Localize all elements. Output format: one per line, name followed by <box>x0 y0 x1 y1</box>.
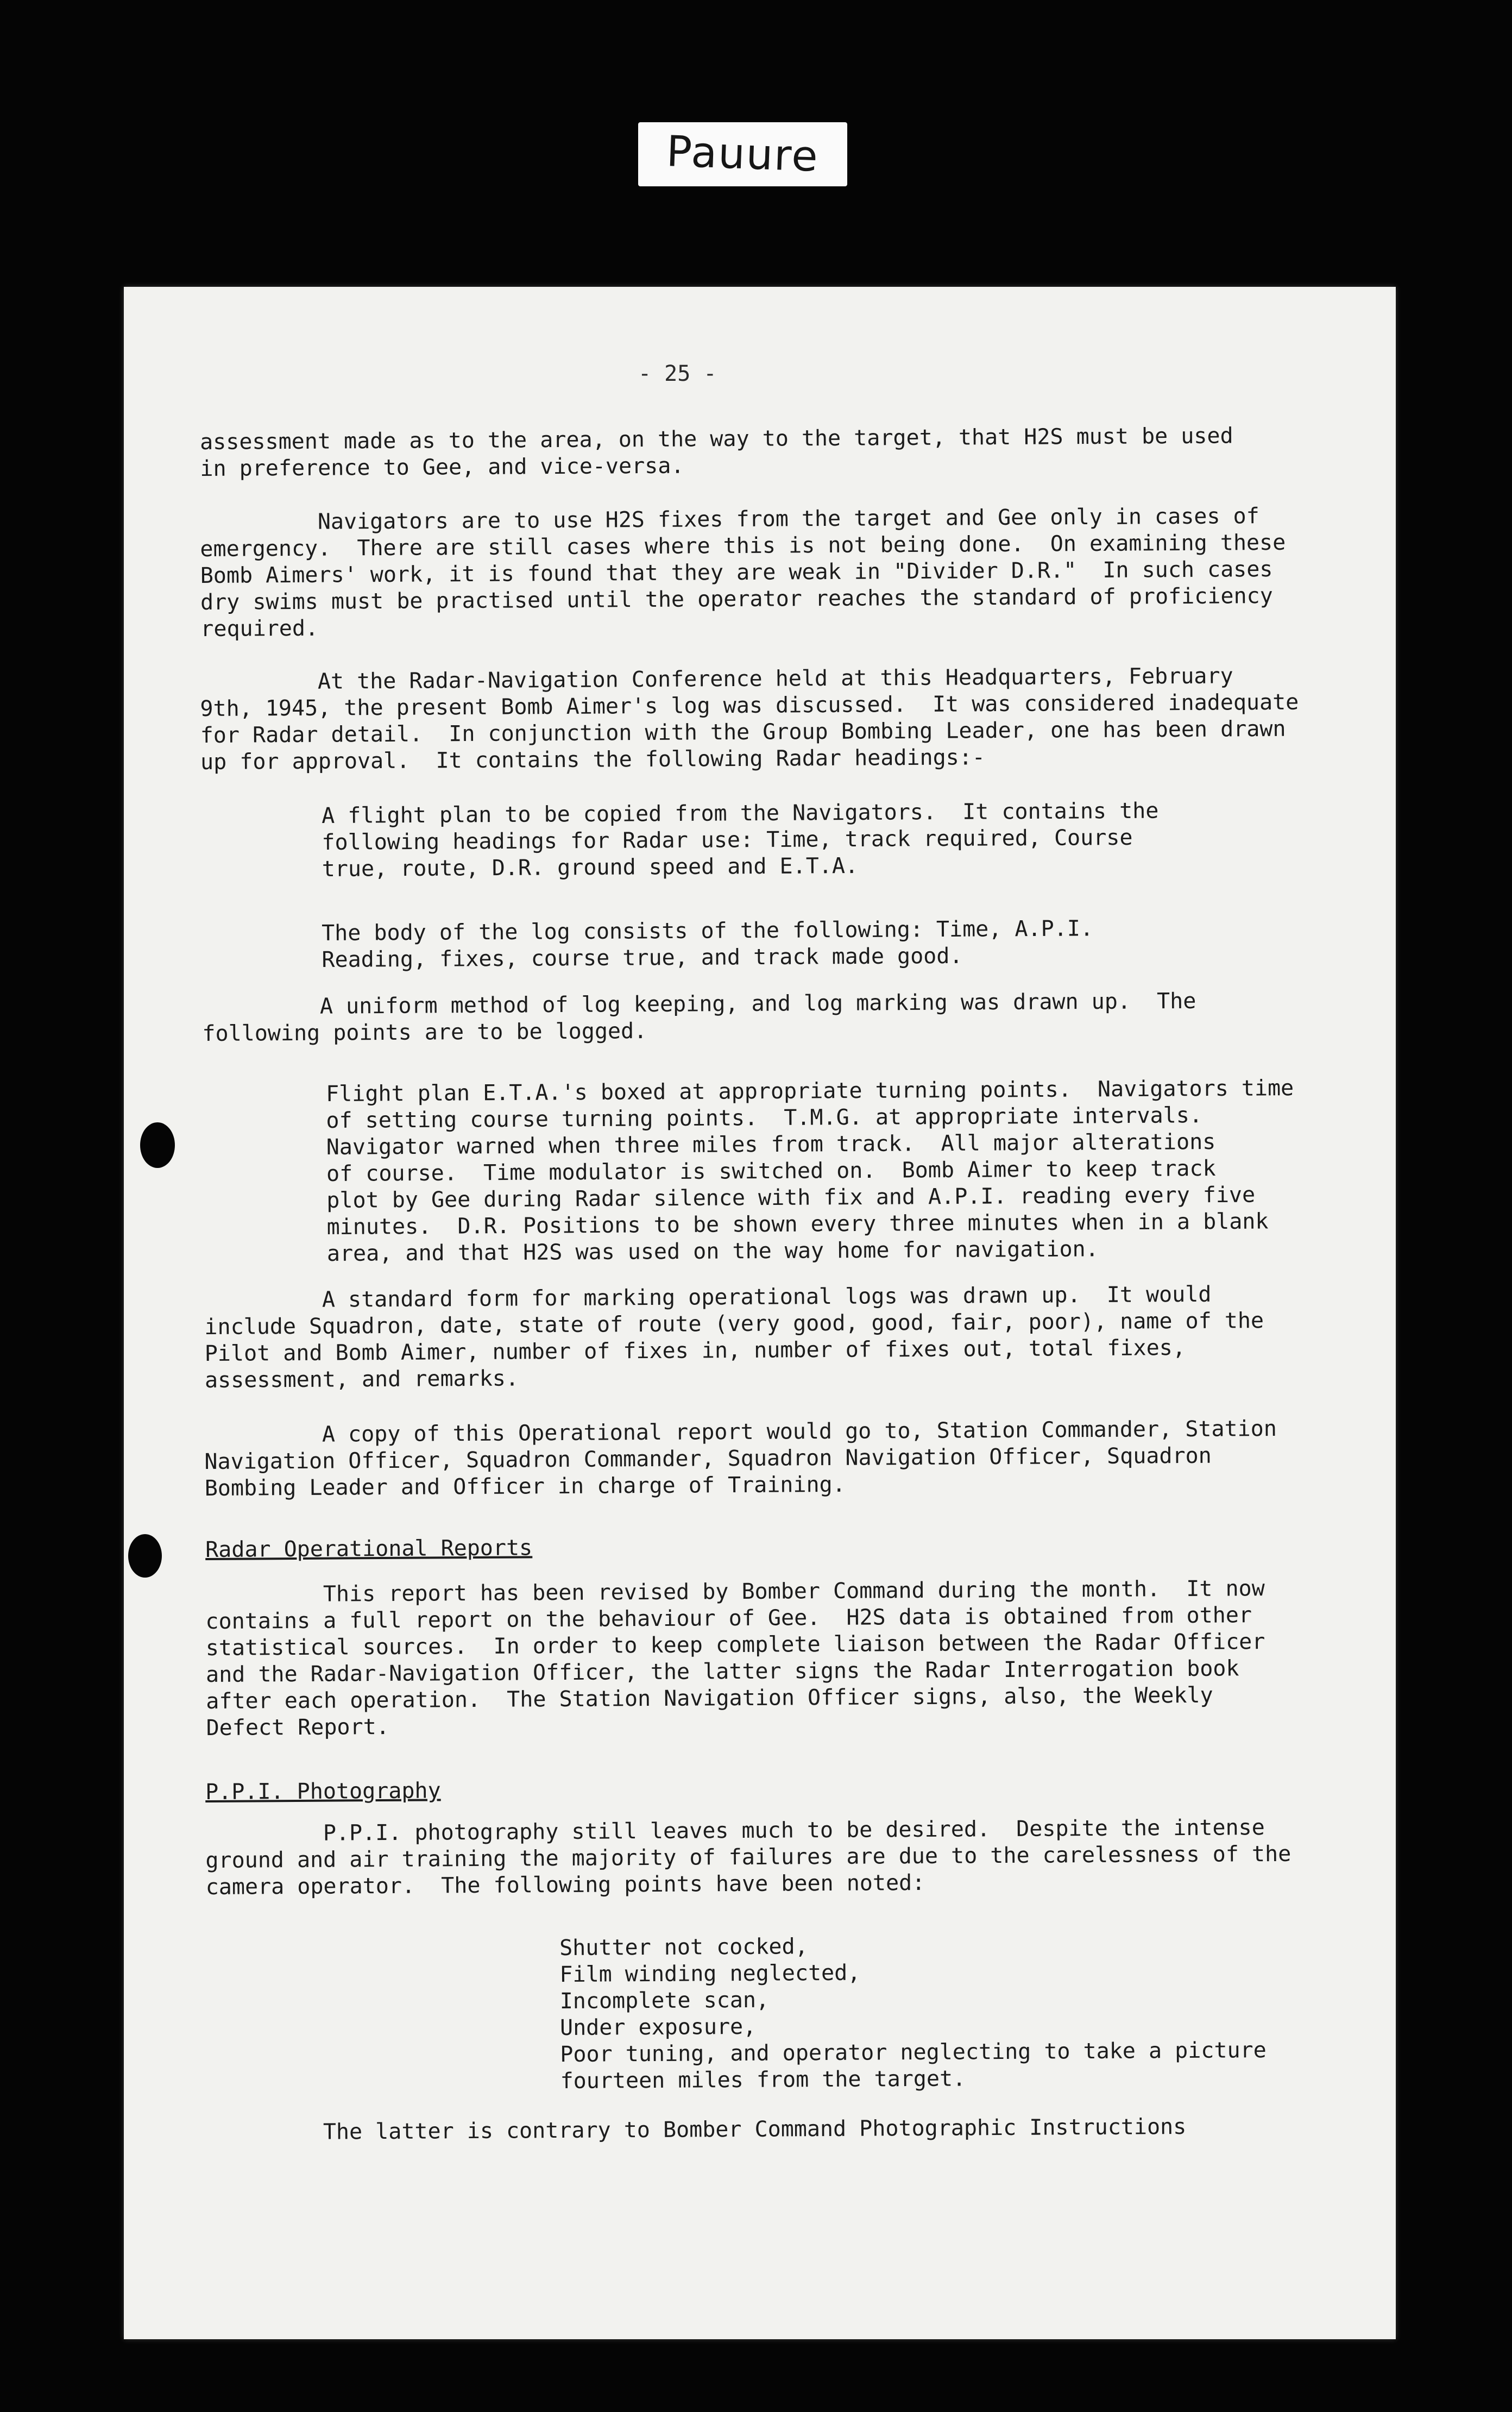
list-item: fourteen miles from the target. <box>560 2066 966 2094</box>
paragraph-standard-form: A standard form for marking operational logs was drawn up. It would include Squadron, date, state of route (very good, good, fair, poor), name of the Pilot and Bomb Aimer, number of fixes in, number of fixes out, total fixes, assessment, and remarks. <box>204 1282 1264 1393</box>
archive-label-card <box>638 122 847 186</box>
heading-radar-operational-reports: Radar Operational Reports <box>205 1535 533 1562</box>
list-item: Film winding neglected, <box>559 1960 861 1987</box>
paragraph-assessment: assessment made as to the area, on the way to the target, that H2S must be used in preference to Gee, and vice-versa. <box>200 423 1233 481</box>
paragraph-flight-plan: A flight plan to be copied from the Navigators. It contains the following headings for Radar use: Time, track required, Course true, route, D.R. ground speed and E.T.A. <box>322 798 1159 882</box>
paragraph-instructions: The latter is contrary to Bomber Command Photographic Instructions <box>205 2114 1187 2145</box>
paragraph-report-copy: A copy of this Operational report would go to, Station Commander, Station Navigation Officer, Squadron Commander, Squadron Navigation Officer, Squadron Bombing Leader and Officer in charge of Training. <box>204 1416 1277 1501</box>
list-item: Incomplete scan, <box>559 1987 770 2014</box>
list-item: Under exposure, <box>559 2014 757 2040</box>
paragraph-ppi-photography: P.P.I. photography still leaves much to be desired. Despite the intense ground and air training the majority of failures are due to the carelessness of the camera operator. The following points have been noted: <box>205 1815 1292 1900</box>
archive-label-text: Pauure <box>665 127 820 181</box>
paragraph-report-revised: This report has been revised by Bomber Command during the month. It now contains a full report on the behaviour of Gee. H2S data is obtained from other statistical sources. In order to keep complete liaison between the Radar Officer and the Radar-Navigation Officer, the latter signs the Radar Interrogation book after each operation. The Station Navigation Officer signs, also, the Weekly Defect Report. <box>205 1576 1265 1741</box>
paragraph-log-body: The body of the log consists of the following: Time, A.P.I. Reading, fixes, course true, and track made good. <box>322 916 1094 972</box>
noted-points-list <box>559 1931 1267 2095</box>
punch-hole-upper <box>140 1122 175 1168</box>
punch-hole-lower <box>128 1534 162 1578</box>
list-item: Shutter not cocked, <box>559 1934 808 1961</box>
page-number: - 25 - <box>638 361 717 386</box>
paragraph-logged-points: Flight plan E.T.A.'s boxed at appropriate turning points. Navigators time of setting course turning points. T.M.G. at appropriate intervals. Navigator warned when three miles from track. All major alterations of course. Time modulator is switched on. Bomb Aimer to keep track plot by Gee during Radar silence with fix and A.P.I. reading every five minutes. D.R. Positions to be shown every three minutes when in a blank area, and that H2S was used on the way home for navigation. <box>326 1076 1294 1266</box>
paragraph-navigators: Navigators are to use H2S fixes from the target and Gee only in cases of emergency. There are still cases where this is not being done. On examining these Bomb Aimers' work, it is found that they are weak in "Divider D.R." In such cases dry swims must be practised until the operator reaches the standard of proficiency required. <box>200 504 1286 642</box>
heading-ppi-photography: P.P.I. Photography <box>205 1778 441 1805</box>
paragraph-conference: At the Radar-Navigation Conference held at this Headquarters, February 9th, 1945, the present Bomb Aimer's log was discussed. It was considered inadequate for Radar detail. In conjunction with the Group Bombing Leader, one has been drawn up for approval. It contains the following Radar headings:- <box>200 663 1299 775</box>
list-item: Poor tuning, and operator neglecting to take a picture <box>560 2038 1267 2067</box>
paragraph-log-keeping: A uniform method of log keeping, and log marking was drawn up. The following points are to be logged. <box>202 988 1196 1046</box>
